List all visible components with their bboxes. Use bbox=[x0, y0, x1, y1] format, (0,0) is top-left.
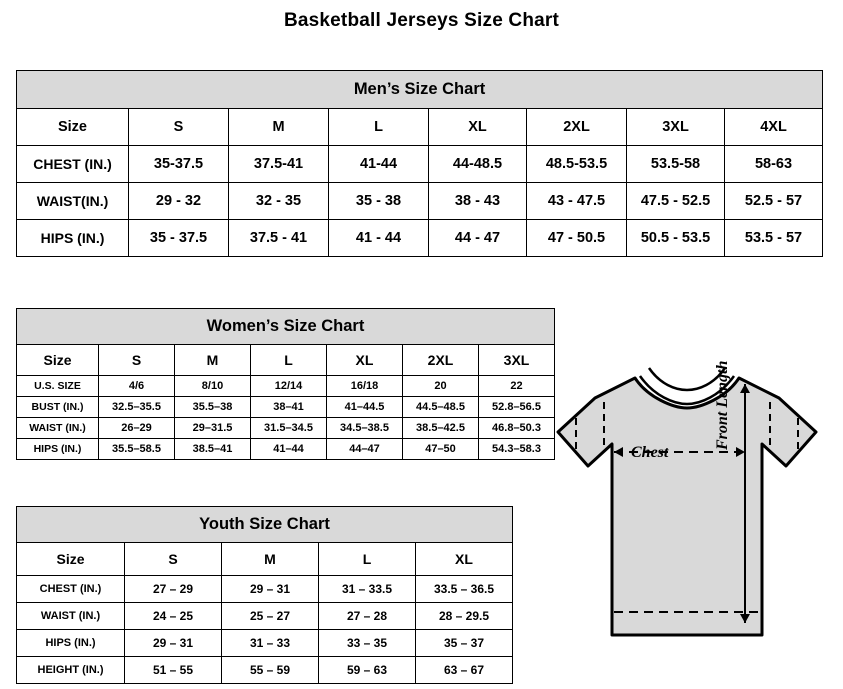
cell-bust-l: 38–41 bbox=[251, 397, 327, 418]
shirt-measurement-diagram bbox=[540, 340, 835, 670]
column-header-4xl: 4XL bbox=[725, 109, 823, 146]
cell-chest-xl: 33.5 – 36.5 bbox=[416, 576, 513, 603]
cell-waist-xl: 28 – 29.5 bbox=[416, 603, 513, 630]
cell-chest-l: 31 – 33.5 bbox=[319, 576, 416, 603]
cell-waist-l: 27 – 28 bbox=[319, 603, 416, 630]
cell-height-xl: 63 – 67 bbox=[416, 657, 513, 684]
column-header-xl: XL bbox=[429, 109, 527, 146]
mens-size-chart-table bbox=[16, 70, 823, 257]
shirt-outline bbox=[558, 378, 816, 635]
cell-height-l: 59 – 63 bbox=[319, 657, 416, 684]
cell-waist-m: 32 - 35 bbox=[229, 183, 329, 220]
table-row bbox=[17, 376, 555, 397]
cell-waist-2xl: 43 - 47.5 bbox=[527, 183, 627, 220]
cell-hips-s: 29 – 31 bbox=[125, 630, 222, 657]
cell-chest-4xl: 58-63 bbox=[725, 146, 823, 183]
column-header-3xl: 3XL bbox=[627, 109, 725, 146]
cell-hips-3xl: 50.5 - 53.5 bbox=[627, 220, 725, 257]
cell-chest-m: 29 – 31 bbox=[222, 576, 319, 603]
row-label-hips: HIPS (IN.) bbox=[17, 630, 125, 657]
row-label-waist: WAIST (IN.) bbox=[17, 418, 99, 439]
cell-chest-m: 37.5-41 bbox=[229, 146, 329, 183]
table-caption-row bbox=[17, 71, 823, 109]
row-label-bust: BUST (IN.) bbox=[17, 397, 99, 418]
table-caption-row bbox=[17, 507, 513, 543]
cell-waist-s: 26–29 bbox=[99, 418, 175, 439]
table-row bbox=[17, 603, 513, 630]
cell-ussize-xl: 16/18 bbox=[327, 376, 403, 397]
cell-chest-s: 27 – 29 bbox=[125, 576, 222, 603]
cell-hips-m: 38.5–41 bbox=[175, 439, 251, 460]
cell-hips-2xl: 47 - 50.5 bbox=[527, 220, 627, 257]
row-label-waist: WAIST (IN.) bbox=[17, 603, 125, 630]
cell-ussize-m: 8/10 bbox=[175, 376, 251, 397]
cell-waist-2xl: 38.5–42.5 bbox=[403, 418, 479, 439]
cell-waist-m: 29–31.5 bbox=[175, 418, 251, 439]
cell-bust-m: 35.5–38 bbox=[175, 397, 251, 418]
table-row bbox=[17, 439, 555, 460]
row-label-waist: WAIST(IN.) bbox=[17, 183, 129, 220]
cell-ussize-l: 12/14 bbox=[251, 376, 327, 397]
cell-hips-l: 41–44 bbox=[251, 439, 327, 460]
column-header-m: M bbox=[229, 109, 329, 146]
youth-chart-caption: Youth Size Chart bbox=[17, 507, 513, 543]
column-header-l: L bbox=[319, 543, 416, 576]
cell-height-s: 51 – 55 bbox=[125, 657, 222, 684]
youth-size-chart-table bbox=[16, 506, 513, 684]
table-row bbox=[17, 146, 823, 183]
front-length-measurement-label: Front Length bbox=[714, 360, 731, 450]
table-row bbox=[17, 657, 513, 684]
cell-waist-4xl: 52.5 - 57 bbox=[725, 183, 823, 220]
cell-chest-s: 35-37.5 bbox=[129, 146, 229, 183]
column-header-l: L bbox=[329, 109, 429, 146]
cell-bust-2xl: 44.5–48.5 bbox=[403, 397, 479, 418]
row-label-hips: HIPS (IN.) bbox=[17, 439, 99, 460]
cell-ussize-3xl: 22 bbox=[479, 376, 555, 397]
cell-hips-s: 35 - 37.5 bbox=[129, 220, 229, 257]
cell-ussize-2xl: 20 bbox=[403, 376, 479, 397]
cell-waist-s: 24 – 25 bbox=[125, 603, 222, 630]
column-header-s: S bbox=[129, 109, 229, 146]
mens-chart-caption: Men’s Size Chart bbox=[17, 71, 823, 109]
row-label-chest: CHEST (IN.) bbox=[17, 576, 125, 603]
cell-waist-3xl: 47.5 - 52.5 bbox=[627, 183, 725, 220]
cell-bust-xl: 41–44.5 bbox=[327, 397, 403, 418]
cell-hips-s: 35.5–58.5 bbox=[99, 439, 175, 460]
row-label-height: HEIGHT (IN.) bbox=[17, 657, 125, 684]
row-label-chest: CHEST (IN.) bbox=[17, 146, 129, 183]
column-header-xl: XL bbox=[416, 543, 513, 576]
table-header-row bbox=[17, 109, 823, 146]
cell-hips-l: 33 – 35 bbox=[319, 630, 416, 657]
table-row bbox=[17, 418, 555, 439]
cell-waist-xl: 38 - 43 bbox=[429, 183, 527, 220]
cell-bust-s: 32.5–35.5 bbox=[99, 397, 175, 418]
column-header-m: M bbox=[175, 345, 251, 376]
cell-waist-xl: 34.5–38.5 bbox=[327, 418, 403, 439]
column-header-size: Size bbox=[17, 109, 129, 146]
row-label-hips: HIPS (IN.) bbox=[17, 220, 129, 257]
womens-chart-caption: Women’s Size Chart bbox=[17, 309, 555, 345]
row-label-us-size: U.S. SIZE bbox=[17, 376, 99, 397]
table-row bbox=[17, 576, 513, 603]
column-header-3xl: 3XL bbox=[479, 345, 555, 376]
table-row bbox=[17, 397, 555, 418]
cell-chest-3xl: 53.5-58 bbox=[627, 146, 725, 183]
column-header-s: S bbox=[99, 345, 175, 376]
cell-hips-xl: 44–47 bbox=[327, 439, 403, 460]
cell-waist-3xl: 46.8–50.3 bbox=[479, 418, 555, 439]
cell-chest-xl: 44-48.5 bbox=[429, 146, 527, 183]
cell-hips-xl: 35 – 37 bbox=[416, 630, 513, 657]
column-header-xl: XL bbox=[327, 345, 403, 376]
cell-ussize-s: 4/6 bbox=[99, 376, 175, 397]
cell-waist-m: 25 – 27 bbox=[222, 603, 319, 630]
cell-hips-m: 31 – 33 bbox=[222, 630, 319, 657]
column-header-m: M bbox=[222, 543, 319, 576]
cell-hips-l: 41 - 44 bbox=[329, 220, 429, 257]
cell-chest-l: 41-44 bbox=[329, 146, 429, 183]
column-header-s: S bbox=[125, 543, 222, 576]
cell-hips-2xl: 47–50 bbox=[403, 439, 479, 460]
column-header-2xl: 2XL bbox=[403, 345, 479, 376]
cell-waist-l: 31.5–34.5 bbox=[251, 418, 327, 439]
column-header-2xl: 2XL bbox=[527, 109, 627, 146]
cell-hips-4xl: 53.5 - 57 bbox=[725, 220, 823, 257]
table-row bbox=[17, 183, 823, 220]
table-row bbox=[17, 220, 823, 257]
cell-hips-3xl: 54.3–58.3 bbox=[479, 439, 555, 460]
chest-measurement-label: Chest bbox=[631, 444, 669, 461]
page-title: Basketball Jerseys Size Chart bbox=[283, 10, 560, 31]
table-header-row bbox=[17, 345, 555, 376]
cell-height-m: 55 – 59 bbox=[222, 657, 319, 684]
column-header-size: Size bbox=[17, 345, 99, 376]
table-caption-row bbox=[17, 309, 555, 345]
womens-size-chart-table bbox=[16, 308, 555, 460]
cell-bust-3xl: 52.8–56.5 bbox=[479, 397, 555, 418]
cell-hips-m: 37.5 - 41 bbox=[229, 220, 329, 257]
column-header-l: L bbox=[251, 345, 327, 376]
table-row bbox=[17, 630, 513, 657]
cell-waist-l: 35 - 38 bbox=[329, 183, 429, 220]
table-header-row bbox=[17, 543, 513, 576]
cell-chest-2xl: 48.5-53.5 bbox=[527, 146, 627, 183]
cell-waist-s: 29 - 32 bbox=[129, 183, 229, 220]
cell-hips-xl: 44 - 47 bbox=[429, 220, 527, 257]
column-header-size: Size bbox=[17, 543, 125, 576]
